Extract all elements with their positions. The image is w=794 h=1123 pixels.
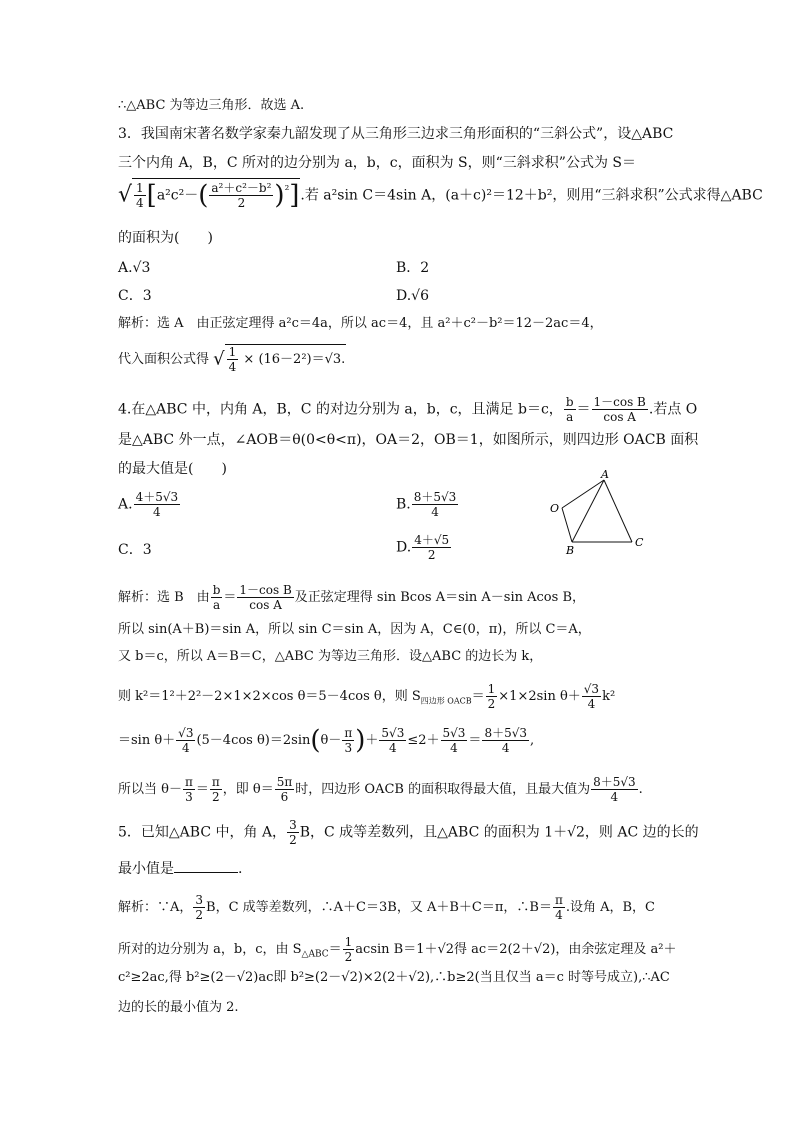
q4-line-2: 是△ABC 外一点，∠AOB＝θ(0<θ<π)，OA＝2，OB＝1，如图所示，则四边形 OACB 面积 (118, 432, 699, 448)
edge-ac (604, 480, 632, 542)
q5-solution-2: 所对的边分别为 a，b，c，由 $S_{\triangle ABC}=$ $\frac{1}{2}$ acsin B＝1＋√2得 ac＝2(2＋√2)，由余弦定理及 a²＋ (118, 935, 677, 964)
edge-ob (562, 508, 572, 542)
q4-solution-5: ＝sin θ＋ $\frac{√3}{4}$ (5－4cos θ)＝2sin(θ－ $\frac{\pi}{3}$ )＋ $\frac{5√3}{4}$ ≤2＋ $\frac{5√3}{4}$ ＝ $\frac{8+5√3}{4}$ , (118, 725, 535, 756)
q4-solution-2: 所以 sin(A＋B)＝sin A，所以 sin C＝sin A，因为 A，C∈(0，π)，所以 C＝A， (118, 622, 591, 637)
q3-line-4: 的面积为( ) (118, 230, 213, 246)
q3-option-d: D.√6 (396, 288, 430, 304)
q3-solution-1: 解析：选 A 由正弦定理得 a²c＝4a，所以 ac＝4，且 a²＋c²－b²＝12－2ac＝4， (118, 316, 603, 331)
q5-line-2: 最小值是 . (118, 858, 242, 879)
q5-solution-1: 解析：∵A， $\frac{3}{2}$ B，C 成等差数列，∴A＋C＝3B，又 A＋B＋C＝π，∴B＝ $\frac{\pi}{4}$ .设角 A，B，C (118, 893, 655, 922)
q4-line-3: 的最大值是( ) (118, 461, 227, 477)
q4-line-1: 4.在△ABC 中，内角 A，B，C 的对边分别为 a，b，c，且满足 b＝c， $\frac{b}{a}$ ＝ $\frac{\text{1－cos B}}{\text{cos A}}$ .若点 O (118, 395, 698, 424)
q3-option-a: A.√3 (118, 260, 151, 276)
q5-solution-3: c²≥2ac,得 b²≥(2－√2)ac即 b²≥(2－√2)×2(2＋√2),∴b≥2(当且仅当 a＝c 时等号成立),∴AC (118, 970, 670, 985)
q3-line-1: 3．我国南宋著名数学家秦九韶发现了从三角形三边求三角形面积的“三斜公式”，设△ABC (118, 126, 674, 142)
label-o: O (550, 502, 560, 515)
q4-option-c: C．3 (118, 542, 152, 558)
q3-option-c: C．3 (118, 288, 152, 304)
q4-option-a: A. $\frac{4+5√3}{4}$ (118, 490, 179, 519)
label-c: C (635, 536, 644, 549)
q3-solution-2: 代入面积公式得 √ $\frac{1}{4}$ × (16－2²)＝√3. (118, 345, 346, 374)
q5-solution-4: 边的长的最小值为 2. (118, 1000, 239, 1015)
q4-option-b: B. $\frac{8+5√3}{4}$ (396, 490, 457, 519)
label-a: A (601, 468, 609, 481)
edge-oa (562, 480, 604, 508)
q4-solution-4: 则 k²＝1²＋2²－2×1×2×cos θ＝5－4cos θ，则 $S_{四边形 OACB}=$ $\frac{1}{2}$ ×1×2sin θ＋ $\frac{√3}{4}$ k² (118, 682, 616, 711)
q5-line-1: 5．已知△ABC 中，角 A， $\frac{3}{2}$ B，C 成等差数列，且△ABC 的面积为 1＋√2，则 AC 边的长的 (118, 818, 699, 847)
label-b: B (566, 544, 575, 557)
q3-line-2: 三个内角 A，B，C 所对的边分别为 a，b，c，面积为 S，则“三斜求积”公式为 S＝ (118, 155, 637, 171)
quadrilateral-figure (540, 468, 680, 558)
q4-solution-3: 又 b＝c，所以 A＝B＝C，△ABC 为等边三角形．设△ABC 的边长为 k， (118, 649, 543, 664)
q4-solution-6: 所以当 θ－ $\frac{\pi}{3}$ ＝ $\frac{\pi}{2}$ ，即 θ＝ $\frac{5\pi}{6}$ 时，四边形 OACB 的面积取得最大值，且最大值为 $\frac{8+5√3}{4}$ . (118, 775, 643, 804)
q3-formula-tail: .若 a²sin C＝4sin A，(a＋c)²＝12＋b²，则用“三斜求积”公式求得△ABC (300, 187, 763, 204)
q3-formula-line: √ $\frac{1}{4}$ [a²c²－( $\frac{\text{a²＋c²－b²}}{2}$ )$^{^2}$].若 a²sin C＝4sin A，(a＋c)²＝12＋b²，则用“三斜求积”公式求得△ABC (118, 178, 763, 222)
q4-solution-1: 解析：选 B 由 $\frac{b}{a}$ ＝ $\frac{\text{1－cos B}}{\text{cos A}}$ 及正弦定理得 sin Bcos A＝sin A－sin Acos B， (118, 583, 585, 612)
prev-solution-tail: ∴△ABC 为等边三角形．故选 A. (118, 98, 305, 113)
answer-blank (174, 858, 238, 873)
edge-ab (572, 480, 604, 542)
q3-option-b: B．2 (396, 260, 430, 276)
q4-option-d: D. $\frac{4+√5}{2}$ (396, 533, 450, 562)
